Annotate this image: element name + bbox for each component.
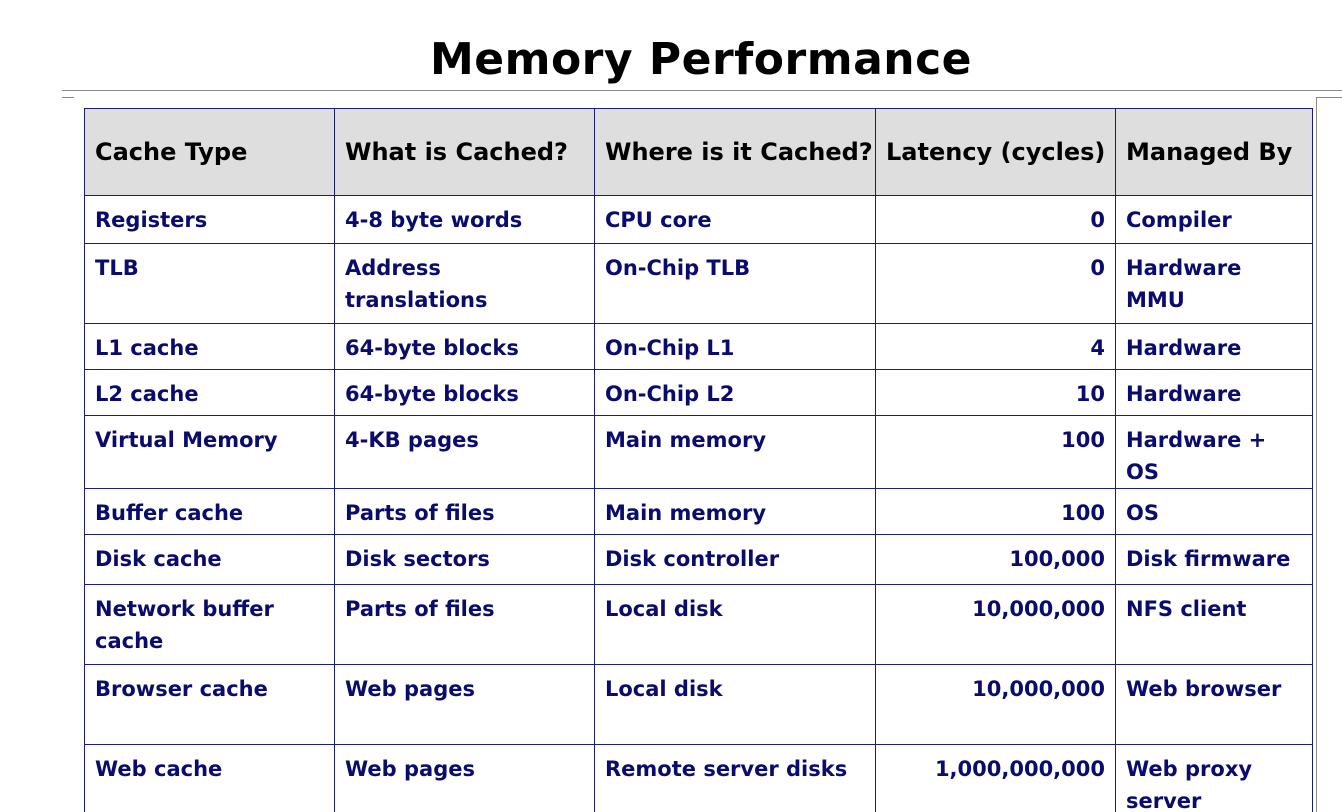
- cell-where-is-it-cached: Local disk: [595, 585, 876, 665]
- cell-what-is-cached: Web pages: [335, 745, 595, 812]
- header-cache-type: Cache Type: [85, 109, 335, 196]
- cell-where-is-it-cached: Local disk: [595, 665, 876, 745]
- cell-latency: 100: [876, 416, 1116, 489]
- cell-what-is-cached: Disk sectors: [335, 535, 595, 585]
- cell-latency: 4: [876, 324, 1116, 370]
- cell-managed-by: Hardware: [1116, 324, 1313, 370]
- cell-where-is-it-cached: Remote server disks: [595, 745, 876, 812]
- cell-cache-type: Web cache: [85, 745, 335, 812]
- cell-where-is-it-cached: On-Chip TLB: [595, 244, 876, 324]
- table-row: [85, 416, 1313, 489]
- cell-where-is-it-cached: On-Chip L1: [595, 324, 876, 370]
- cell-cache-type: Network buffer cache: [85, 585, 335, 665]
- cell-what-is-cached: Address translations: [335, 244, 595, 324]
- memory-performance-table: [84, 108, 1313, 812]
- cell-latency: 10,000,000: [876, 585, 1116, 665]
- header-row: [85, 109, 1313, 196]
- header-what-is-cached: What is Cached?: [335, 109, 595, 196]
- table-row: [85, 324, 1313, 370]
- frame-right-edge: [1316, 97, 1317, 812]
- table-body: [85, 196, 1313, 812]
- cell-what-is-cached: Parts of files: [335, 585, 595, 665]
- cell-what-is-cached: 64-byte blocks: [335, 324, 595, 370]
- cell-where-is-it-cached: Disk controller: [595, 535, 876, 585]
- table-row: [85, 745, 1313, 812]
- cell-cache-type: TLB: [85, 244, 335, 324]
- cell-cache-type: Browser cache: [85, 665, 335, 745]
- cell-cache-type: Virtual Memory: [85, 416, 335, 489]
- cell-managed-by: Disk firmware: [1116, 535, 1313, 585]
- table-row: [85, 196, 1313, 244]
- cell-cache-type: Registers: [85, 196, 335, 244]
- frame-right-tick: [1316, 97, 1342, 98]
- cell-managed-by: Hardware: [1116, 370, 1313, 416]
- cell-managed-by: Compiler: [1116, 196, 1313, 244]
- cell-what-is-cached: Parts of files: [335, 489, 595, 535]
- header-managed-by: Managed By: [1116, 109, 1313, 196]
- cell-where-is-it-cached: CPU core: [595, 196, 876, 244]
- header-where-is-it-cached: Where is it Cached?: [595, 109, 876, 196]
- cell-latency: 0: [876, 196, 1116, 244]
- table-row: [85, 489, 1313, 535]
- table-row: [85, 244, 1313, 324]
- header-latency: Latency (cycles): [876, 109, 1116, 196]
- cell-managed-by: Hardware MMU: [1116, 244, 1313, 324]
- cell-cache-type: L1 cache: [85, 324, 335, 370]
- cell-managed-by: Hardware + OS: [1116, 416, 1313, 489]
- table-row: [85, 665, 1313, 745]
- cell-latency: 100,000: [876, 535, 1116, 585]
- cell-cache-type: L2 cache: [85, 370, 335, 416]
- cell-latency: 0: [876, 244, 1116, 324]
- cell-what-is-cached: 4-KB pages: [335, 416, 595, 489]
- table-row: [85, 535, 1313, 585]
- title-divider: [62, 90, 1342, 91]
- cell-where-is-it-cached: Main memory: [595, 489, 876, 535]
- table-header: [85, 109, 1313, 196]
- cell-what-is-cached: 64-byte blocks: [335, 370, 595, 416]
- cell-managed-by: NFS client: [1116, 585, 1313, 665]
- cell-where-is-it-cached: On-Chip L2: [595, 370, 876, 416]
- cell-cache-type: Disk cache: [85, 535, 335, 585]
- table-row: [85, 370, 1313, 416]
- slide-title: Memory Performance: [429, 34, 973, 85]
- cell-latency: 10: [876, 370, 1116, 416]
- cell-managed-by: Web proxy server: [1116, 745, 1313, 812]
- cell-managed-by: Web browser: [1116, 665, 1313, 745]
- cell-latency: 100: [876, 489, 1116, 535]
- cell-where-is-it-cached: Main memory: [595, 416, 876, 489]
- frame-left-tick: [62, 97, 74, 98]
- table-row: [85, 585, 1313, 665]
- cell-what-is-cached: Web pages: [335, 665, 595, 745]
- cell-latency: 10,000,000: [876, 665, 1116, 745]
- cell-latency: 1,000,000,000: [876, 745, 1116, 812]
- cell-what-is-cached: 4-8 byte words: [335, 196, 595, 244]
- cell-cache-type: Buffer cache: [85, 489, 335, 535]
- cell-managed-by: OS: [1116, 489, 1313, 535]
